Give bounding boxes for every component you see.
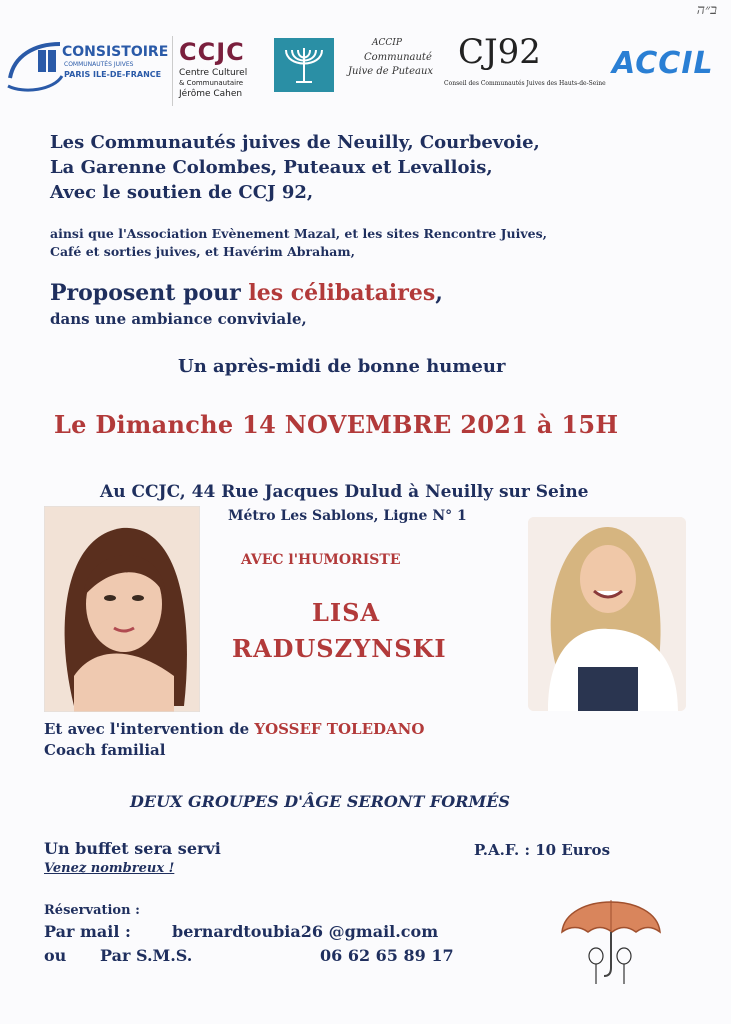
cj92-subtitle: Conseil des Communautés Juives des Hauts-de-Seine (444, 80, 606, 87)
afternoon-text: Un après-midi de bonne humeur (178, 356, 506, 377)
accil-logo (608, 44, 714, 94)
propose-line (50, 280, 443, 306)
venue-metro: Métro Les Sablons, Ligne N° 1 (228, 508, 467, 524)
umbrella-illustration (556, 882, 666, 992)
corner-note: ב״ה (696, 2, 717, 18)
ccjc-line1: Centre Culturel (179, 68, 248, 78)
humorist-photo-right (528, 517, 686, 711)
age-groups-note: DEUX GROUPES D'ÂGE SERONT FORMÉS (130, 792, 510, 811)
accip-line3: Juive de Puteaux (348, 66, 434, 77)
buffet-text: Un buffet sera servi (44, 839, 221, 858)
consistoire-sub1: COMMUNAUTÉS JUIVES (64, 61, 134, 68)
accip-line2: Communauté (364, 52, 432, 63)
reservation-email[interactable]: bernardtoubia26 @gmail.com (172, 922, 439, 941)
reservation-sms-label: Par S.M.S. (100, 946, 193, 965)
humorist-label: AVEC l'HUMORISTE (241, 552, 401, 568)
accil-name: ACCIL (612, 46, 714, 81)
humorist-last-name: RADUSZYNSKI (232, 634, 447, 663)
menorah-icon (274, 38, 334, 92)
venue-line (100, 482, 589, 502)
propose-highlight: les célibataires (248, 280, 436, 306)
reservation-phone[interactable]: 06 62 65 89 17 (320, 946, 454, 965)
intervention-prefix: Et avec l'intervention de (44, 720, 255, 738)
consistoire-logo (4, 36, 169, 96)
intro-line-1: Les Communautés juives de Neuilly, Courbevoie, (50, 132, 540, 153)
intro-line-3: Avec le soutien de CCJ 92, (50, 182, 314, 203)
ccjc-line2: & Communautaire (179, 79, 244, 87)
propose-prefix: Proposent pour (50, 280, 249, 306)
intervention-role: Coach familial (44, 741, 166, 759)
ccjc-logo (172, 36, 269, 106)
reservation-mail-label: Par mail : (44, 922, 131, 941)
ccjc-line3: Jérôme Cahen (179, 89, 243, 99)
humorist-first-name: LISA (312, 598, 381, 627)
partners-line-1: ainsi que l'Association Evènement Mazal, et les sites Rencontre Juives, (50, 226, 547, 241)
propose-suffix: , (435, 280, 443, 306)
venue-prefix: Au CCJC, (100, 482, 186, 502)
consistoire-arc-icon (4, 36, 64, 96)
venez-nombreux: Venez nombreux ! (44, 861, 175, 876)
intervention-name: YOSSEF TOLEDANO (254, 720, 425, 738)
menorah-logo (274, 38, 334, 92)
accip-logo (338, 38, 448, 92)
consistoire-sub2: PARIS ILE-DE-FRANCE (64, 70, 162, 79)
reservation-sms-or: ou (44, 946, 67, 965)
intervention-line (44, 720, 424, 738)
paf-price: P.A.F. : 10 Euros (474, 841, 611, 859)
propose-line-2: dans une ambiance conviviale, (50, 310, 307, 328)
umbrella-icon (556, 882, 666, 992)
intro-line-2: La Garenne Colombes, Puteaux et Levallois, (50, 157, 493, 178)
consistoire-title: CONSISTOIRE (62, 44, 169, 60)
logo-strip (4, 30, 716, 110)
cj92-logo (444, 30, 604, 102)
event-date: Le Dimanche 14 NOVEMBRE 2021 à 15H (54, 410, 619, 439)
cj92-acronym: CJ92 (458, 32, 541, 72)
ccjc-acronym: CCJC (179, 38, 245, 66)
partners-line-2: Café et sorties juives, et Havérim Abraham, (50, 244, 355, 259)
humorist-photo-left (44, 506, 200, 712)
accip-line1: ACCIP (372, 38, 402, 48)
venue-address: 44 Rue Jacques Dulud à Neuilly sur Seine (185, 482, 589, 502)
reservation-title: Réservation : (44, 903, 140, 918)
